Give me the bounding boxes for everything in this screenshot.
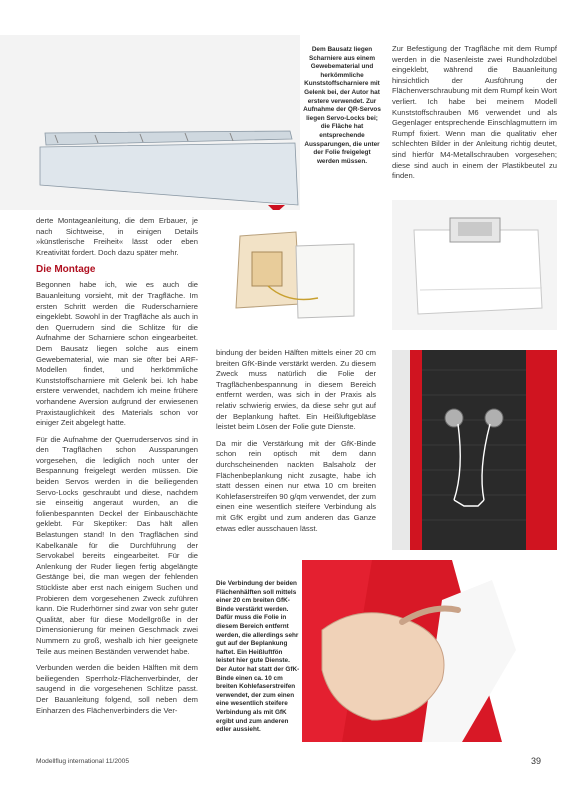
topright-column [392, 44, 557, 188]
middle-column [216, 348, 376, 540]
left-paragraph-1: Begonnen habe ich, wie es auch die Bauanleitung vorsieht, mit der Tragfläche. Im ersten Schritt werden die Ruderscharniere eingeklebt. Sowohl in der Tragfläche als auch in den Querrudern sind die Schlitze für die Aufnahme der Scharniere schon eingearbeitet. Dem Bausatz liegen solche aus einem Gewebematerial, wie man sie öfter bei ARF-Modellen findet, und herkömmliche Kunststoffscharniere mit Gelenk bei. Ich habe erstere verwendet, nachdem ich meine frühere vorhandene Aversion aufgrund der erwiesenen Praxistauglichkeit des Materials schon vor einiger Zeit abgelegt hatte. [36, 280, 198, 428]
foil-removal-photo [302, 560, 557, 742]
carbon-strip-photo [392, 350, 557, 550]
wing-caption: Dem Bausatz liegen Scharniere aus einem Gewebematerial und herkömmliche Kunststoffscharniere mit Gelenk bei, der Autor hat erstere verwendet. Zur Aufnahme der QR-Servos liegen Servo-Locks bei; die Fläche hat entsprechende Aussparungen, die unter der Folie freigelegt werden müssen. [303, 46, 381, 165]
servo-mount-drawing [392, 200, 557, 330]
left-column [36, 216, 198, 722]
gfk-caption: Die Verbindung der beiden Flächenhälften soll mittels einer 20 cm breiten GfK-Binde verstärkt werden. Dafür muss die Folie in diesem Bereich entfernt werden, die allerdings sehr gut auf der Beplankung haftet. Ein Heißluftfön leistet hier gute Dienste. Der Autor hat statt der GfK-Binde einen ca. 10 cm breiten Kohlefaserstreifen verwendet, der zum einen eine wesentlich steifere Verbindung als mit GfK ergibt und zum anderen edler aussieht. [216, 580, 300, 734]
mid-paragraph-2: Da mir die Verstärkung mit der GfK-Binde schon rein optisch mit dem dann durchscheinenden nackten Balsaholz der Flächenbeplankung nicht zusagte, habe ich statt dessen einen nur etwa 10 cm breiten Kohlefaserstreifen 90 g/qm verwendet, der zum einen eine wesentlich steifere Verbindung als mit GfK ergibt und zum anderen das Ganze etwas edler ausschauen lässt. [216, 438, 376, 533]
footer-magazine: Modellflug international 11/2005 [36, 758, 129, 765]
left-intro-paragraph: derte Montageanleitung, die dem Erbauer, je nach Sichtweise, in einigen Details »künstlerische Freiheit« lässt oder eben Kreativität fordert. Doch dazu später mehr. [36, 216, 198, 257]
section-heading: Die Montage [36, 264, 96, 276]
left-paragraph-2: Für die Aufnahme der Querruderservos sind in den Tragflächen schon Aussparungen vorgesehen, die lediglich noch unter der Bespannung freigelegt werden müssen. Die beiden Servos werden in die beiliegenden Servo-Locks geschraubt und diese, nachdem sie einseitig angeraut wurden, an die folienbespannten Deckel der Einbauschächte geklebt. Für Skeptiker: Das hält allen Belastungen stand! In den Tragflächen sind Kabelkanäle für die Durchführung der Servokabel bereits eingearbeitet. Für die Anlenkung der Ruder liegen fertig abgelängte Gestänge bei, die man wegen der fehlenden Stückliste aber erst nach einigem Suchen und Probieren dem vorgesehenen Zweck zuführen kann. Die Ruderhörner sind zwar von sehr guter Qualität, aber für diese Modellgröße in der Dimensionierung für meinen Geschmack zwei Nummern zu groß, weshalb ich hier geeignete Teile aus meinen Beständen verwendet habe. [36, 434, 198, 656]
wing-photo [0, 35, 300, 210]
topright-paragraph: Zur Befestigung der Tragfläche mit dem Rumpf werden in die Nasenleiste zwei Rundholzdübel eingeklebt, während die Bauanleitung hinsichtlich der Ausführung der Flächenverschraubung mit dem Rumpf kein Wort verliert. Ich habe bei meinem Modell Kunststoffschrauben M6 verwendet und als Gegenlager entsprechende Einschlagmuttern im Rumpf fixiert. Wenn man die qualitativ eher schlechten Bilder in der Anleitung richtig deutet, sind hierfür M4-Metallschrauben vorgesehen; diese sind auch in einem der Plastikbeutel zu finden. [392, 44, 557, 181]
servo-cover-drawing [208, 216, 358, 328]
mid-paragraph-1: bindung der beiden Hälften mittels einer 20 cm breiten GfK-Binde verstärkt werden. Zu diesem Zweck muss natürlich die Folie der Tragflächenbespannung in diesem Bereich entfernt werden, was sich in der Praxis als relativ schwierig erwies, da diese sehr gut auf der Beplankung haftet. Ein Heißluftgebläse leistet beim Lösen der Folie gute Dienste. [216, 348, 376, 432]
servo-mount-photo [392, 200, 557, 330]
wing-photo-drawing [0, 35, 300, 210]
page-number: 39 [531, 756, 542, 766]
left-paragraph-3: Verbunden werden die beiden Hälften mit dem beiliegenden Sperrholz-Flächenverbinder, der saugend in die vorgesehenen Schlitze passt. Der Bauanleitung folgend, soll neben dem Einharzen des Flächenverbinders die Ver- [36, 663, 198, 715]
servo-cover-photo [208, 216, 358, 328]
carbon-strip-drawing [392, 350, 557, 550]
foil-removal-drawing [302, 560, 557, 742]
